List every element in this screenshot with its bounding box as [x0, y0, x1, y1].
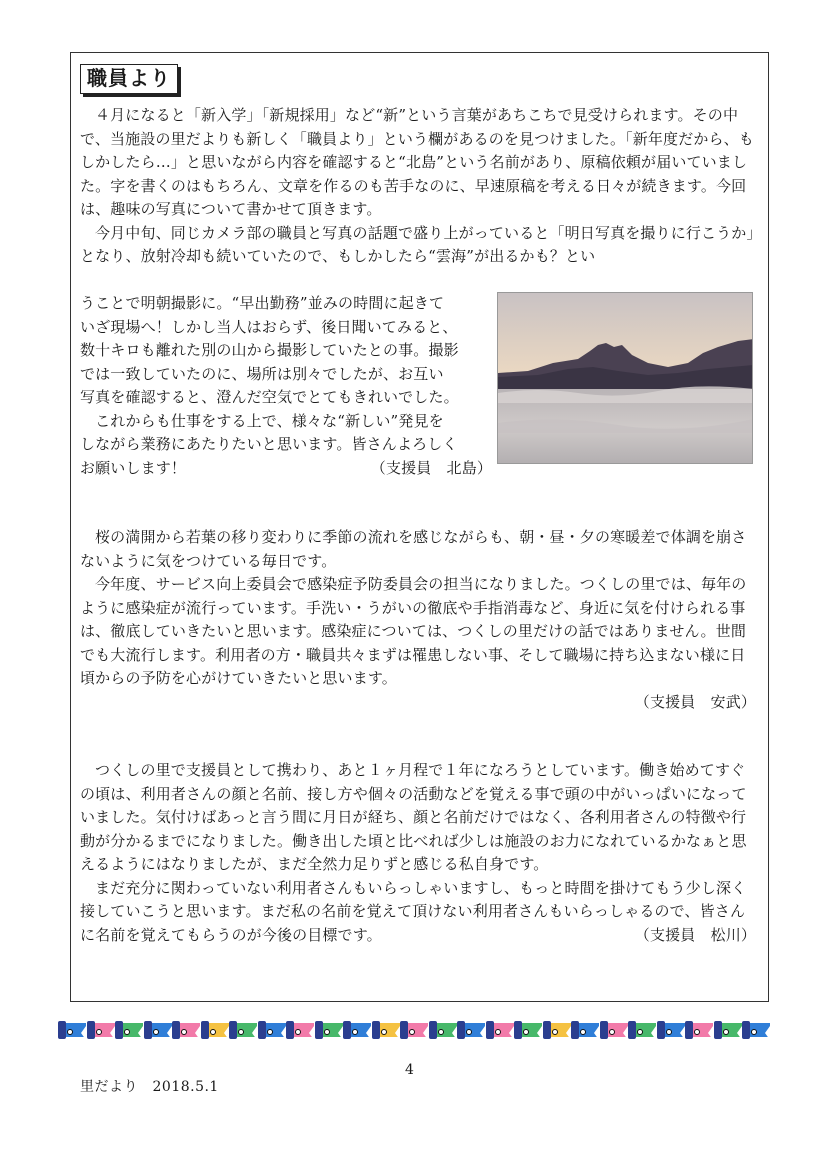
- koinobori-icon: [144, 1020, 172, 1040]
- text-line: これからも仕事をする上で、様々な“新しい”発見を: [80, 411, 444, 430]
- koinobori-icon: [258, 1020, 286, 1040]
- koinobori-icon: [685, 1020, 713, 1040]
- koinobori-icon: [115, 1020, 143, 1040]
- text-line: 写真を確認すると、澄んだ空気でとてもきれいでした。: [80, 388, 459, 406]
- paragraph: ４月になると「新入学」「新規採用」など“新”という言葉があちこちで見受けられます。その中で、当施設の里だよりも新しく「職員より」という欄があるのを見つけました。「新年度だから、もしかしたら…」と思いながら内容を確認すると“北島”という名前があり、原稿依頼が届いていました。字を書くのはもちろん、文章を作るのも苦手なのに、早速原稿を考える日々が続きます。今回は、趣味の写真について書かせて頂きます。: [80, 106, 754, 218]
- koinobori-icon: [657, 1020, 685, 1040]
- koinobori-icon: [172, 1020, 200, 1040]
- koinobori-icon: [457, 1020, 485, 1040]
- paragraph: 今月中旬、同じカメラ部の職員と写真の話題で盛り上がっていると「明日写真を撮りに行こうか」となり、放射冷却も続いていたので、もしかしたら“雲海”が出るかも？とい: [80, 223, 755, 265]
- signature-matsukawa: （支援員 松川）: [634, 925, 756, 944]
- signature-kitajima: （支援員 北島）: [370, 458, 492, 477]
- koinobori-icon: [87, 1020, 115, 1040]
- koinobori-icon: [400, 1020, 428, 1040]
- koinobori-banner: [58, 1018, 770, 1042]
- signature-yasutake: （支援員 安武）: [634, 692, 756, 711]
- closing-text: お願いします！: [80, 458, 187, 477]
- photo-illustration: [498, 293, 753, 464]
- paragraph: 今年度、サービス向上委員会で感染症予防委員会の担当になりました。つくしの里では、毎年のように感染症が流行っています。手洗い・うがいの徹底や手指消毒など、身近に気を付けられる事は、徹底していきたいと思います。感染症については、つくしの里だけの話ではありません。世間でも大流行します。利用者の方・職員共々まずは罹患しない事、そして職場に持ち込まない様に日頃からの予防を心がけていきたいと思います。: [80, 575, 747, 687]
- article-kitajima-side: [80, 292, 492, 480]
- article-matsukawa: [80, 759, 756, 947]
- sea-of-clouds-photo: [497, 292, 753, 464]
- koinobori-icon: [286, 1020, 314, 1040]
- koinobori-icon: [58, 1020, 86, 1040]
- paragraph: 桜の満開から若葉の移り変わりに季節の流れを感じながらも、朝・昼・夕の寒暖差で体調を崩さないように気をつけている毎日です。: [80, 528, 747, 570]
- last-paragraph: [80, 877, 756, 948]
- text-line: いざ現場へ！しかし当人はおらず、後日聞いてみると、: [80, 317, 458, 336]
- koinobori-icon: [486, 1020, 514, 1040]
- koinobori-icon: [372, 1020, 400, 1040]
- paragraph-text: まだ充分に関わっていない利用者さんもいらっしゃいますし、もっと時間を掛けてもう少し深く接していこうと思います。まだ私の名前を覚えて頂けない利用者さんもいらっしゃるので、皆さんに名前を覚えてもらうのが今後の目標です。: [80, 878, 747, 944]
- article-kitajima-intro: [80, 104, 756, 269]
- koinobori-icon: [229, 1020, 257, 1040]
- text-line: しながら業務にあたりたいと思います。皆さんよろしく: [80, 435, 458, 453]
- koinobori-icon: [201, 1020, 229, 1040]
- koinobori-icon: [543, 1020, 571, 1040]
- closing-line: [80, 457, 492, 481]
- text-line: では一致していたのに、場所は別々でしたが、お互い: [80, 364, 444, 383]
- article-yasutake: [80, 526, 756, 714]
- footer-issue-date: 里だより 2018.5.1: [80, 1079, 219, 1095]
- paragraph: つくしの里で支援員として携わり、あと１ヶ月程で１年になろうとしています。働き始めてすぐの頃は、利用者さんの顔と名前、接し方や個々の活動などを覚える事で頭の中がいっぱいになっていました。気付けばあっと言う間に月日が経ち、顔と名前だけではなく、各利用者さんの特徴や行動が分かるまでになりました。働き出した頃と比べれば少しは施設のお力になれているかなぁと思えるようにはなりましたが、まだ全然力足りずと感じる私自身です。: [80, 761, 747, 873]
- koinobori-icon: [600, 1020, 628, 1040]
- koinobori-icon: [429, 1020, 457, 1040]
- koinobori-icon: [315, 1020, 343, 1040]
- text-line: 数十キロも離れた別の山から撮影していたとの事。撮影: [80, 341, 459, 359]
- section-title: 職員より: [80, 64, 178, 94]
- koinobori-icon: [343, 1020, 371, 1040]
- koinobori-icon: [714, 1020, 742, 1040]
- koinobori-icon: [742, 1020, 770, 1040]
- koinobori-icon: [514, 1020, 542, 1040]
- text-line: うことで明朝撮影に。“早出勤務”並みの時間に起きて: [80, 294, 445, 312]
- koinobori-icon: [571, 1020, 599, 1040]
- page-number: 4: [405, 1062, 414, 1078]
- koinobori-icon: [628, 1020, 656, 1040]
